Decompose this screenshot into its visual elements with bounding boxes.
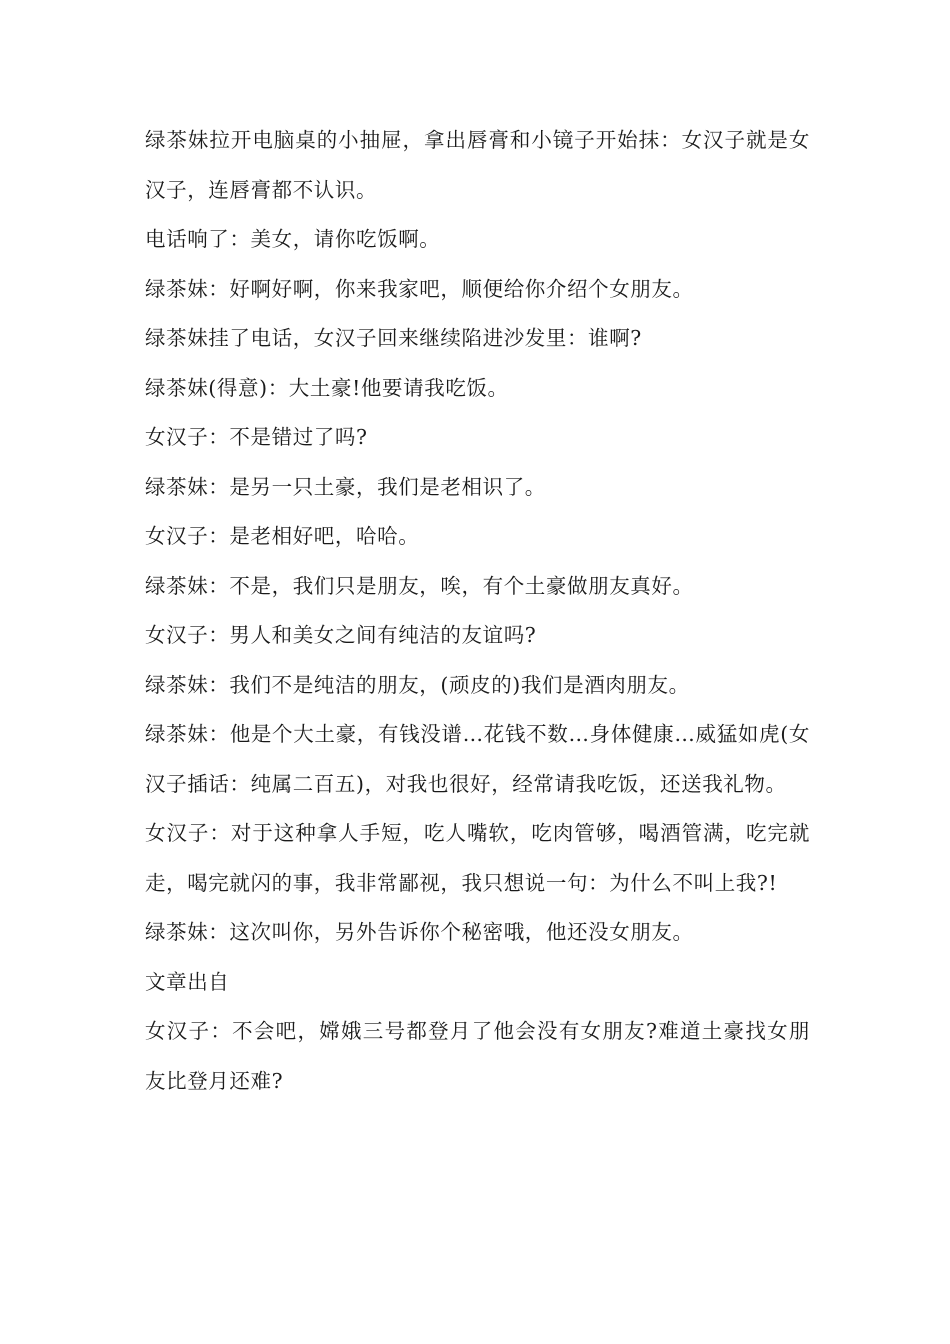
paragraph-11: 绿茶妹：我们不是纯洁的朋友，(顽皮的)我们是酒肉朋友。	[145, 672, 690, 697]
paragraph-5: 绿茶妹(得意)：大土豪!他要请我吃饭。	[145, 375, 509, 400]
paragraph-13: 女汉子：对于这种拿人手短，吃人嘴软，吃肉管够，喝酒管满，吃完就走，喝完就闪的事，我非常鄙视，我只想说一句：为什么不叫上我?!	[145, 821, 810, 895]
paragraph-7: 绿茶妹：是另一只土豪，我们是老相识了。	[145, 474, 546, 499]
paragraph-1: 绿茶妹拉开电脑桌的小抽屉，拿出唇膏和小镜子开始抹：女汉子就是女汉子，连唇膏都不认识。	[145, 128, 810, 202]
paragraph-16: 女汉子：不会吧，嫦娥三号都登月了他会没有女朋友?难道土豪找女朋友比登月还难?	[145, 1019, 810, 1093]
paragraph-10: 女汉子：男人和美女之间有纯洁的友谊吗?	[145, 623, 537, 647]
paragraph-8: 女汉子：是老相好吧，哈哈。	[145, 524, 420, 548]
paragraph-4: 绿茶妹挂了电话，女汉子回来继续陷进沙发里：谁啊?	[145, 326, 642, 350]
paragraph-9: 绿茶妹：不是，我们只是朋友，唉，有个土豪做朋友真好。	[145, 573, 694, 598]
paragraph-3: 绿茶妹：好啊好啊，你来我家吧，顺便给你介绍个女朋友。	[145, 276, 694, 301]
document-body	[145, 116, 810, 1106]
paragraph-14: 绿茶妹：这次叫你，另外告诉你个秘密哦，他还没女朋友。	[145, 920, 694, 944]
paragraph-6: 女汉子：不是错过了吗?	[145, 425, 368, 449]
paragraph-12: 绿茶妹：他是个大土豪，有钱没谱…花钱不数…身体健康…威猛如虎(女汉子插话：纯属二百五)，对我也很好，经常请我吃饭，还送我礼物。	[145, 722, 810, 796]
paragraph-15: 文章出自	[145, 969, 230, 994]
paragraph-2: 电话响了：美女，请你吃饭啊。	[145, 227, 441, 251]
